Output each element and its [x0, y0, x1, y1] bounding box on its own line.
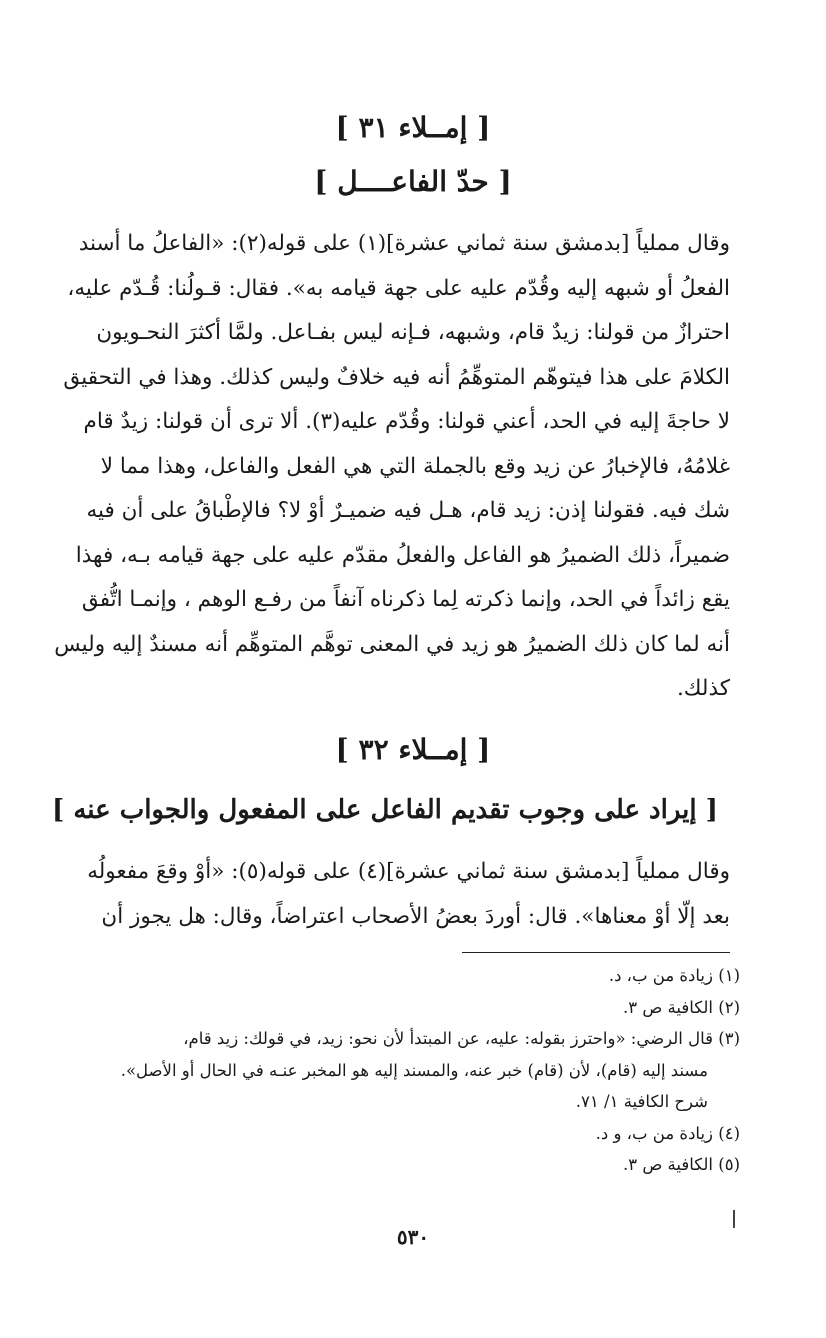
text-line: وقال مملياً [بدمشق سنة ثماني عشرة](١) على قوله(٢): «الفاعلُ ما أسند — [78, 231, 730, 256]
footnote: (٤) زيادة من ب، و د. — [595, 1123, 740, 1143]
text-line: الفعلُ أو شبهه إليه وقُدّم عليه على جهة قيامه به». فقال: قـولُنا: قُـدّم عليه، — [67, 275, 730, 301]
footnote: (١) زيادة من ب، د. — [608, 966, 740, 985]
footnote-separator — [462, 952, 730, 953]
footnotes — [40, 960, 740, 1181]
section-subtitle-32: [ إيراد على وجوب تقديم الفاعل على المفعول والجواب عنه ] — [52, 795, 718, 825]
text-line: الكلامَ على هذا فيتوهّم المتوهِّمُ أنه فيه خلافٌ وليس كذلك. وهذا في التحقيق — [63, 364, 730, 390]
section-title-31: [ إمــلاء ٣١ ] — [335, 111, 491, 144]
text-line: شك فيه. فقولنا إذن: زيد قام، هـل فيه ضميـرٌ أوْ لا؟ فالإطْباقُ على أن فيه — [86, 498, 730, 523]
page-number: ٥٣٠ — [396, 1225, 430, 1249]
section-subtitle-31: [ حدّ الفاعــــل ] — [314, 165, 512, 198]
footnote-continuation: مسند إليه (قام)، لأن (قام) خبر عنه، والمسند إليه هو المخبر عنـه في الحال أو الأصل». — [120, 1060, 708, 1080]
text-line: وقال مملياً [بدمشق سنة ثماني عشرة](٤) على قوله(٥): «أوْ وقعَ مفعولُه — [87, 859, 730, 884]
footnote-continuation: شرح الكافية ١/ ٧١. — [575, 1092, 708, 1111]
paragraph-31 — [40, 222, 730, 712]
text-line: أنه لما كان ذلك الضميرُ هو زيد في المعنى توهَّم المتوهِّم أنه مسندٌ إليه وليس — [54, 631, 730, 657]
text-line: لا حاجةَ إليه في الحد، أعني قولنا: وقُدّم عليه(٣). ألا ترى أن قولنا: زيدٌ قام — [83, 409, 730, 434]
paragraph-32 — [40, 850, 730, 939]
text-line: ضميراً، ذلك الضميرُ هو الفاعل والفعلُ مقدّم عليه على جهة قيامه بـه، فهذا — [75, 542, 730, 568]
footnote: (٢) الكافية ص ٣. — [622, 997, 740, 1017]
text-line: يقع زائداً في الحد، وإنما ذكرته لِما ذكرناه آنفاً من رفـع الوهم ، وإنمـا اتُّفق — [81, 587, 730, 612]
text-line: غلامُهُ، فالإخبارُ عن زيد وقع بالجملة التي هي الفعل والفاعل، وهذا مما لا — [100, 453, 730, 479]
section-title-32: [ إمــلاء ٣٢ ] — [335, 733, 491, 766]
footnote: (٣) قال الرضي: «واحترز بقوله: عليه، عن المبتدأ لأن نحو: زيد، في قولك: زيد قام، — [183, 1029, 740, 1048]
text-line: بعد إلّا أوْ معناها». قال: أوردَ بعضُ الأصحاب اعتراضاً، وقال: هل يجوز أن — [101, 903, 730, 929]
text-line: كذلك. — [676, 676, 730, 701]
footnote: (٥) الكافية ص ٣. — [622, 1155, 740, 1174]
text-line: احترازٌ من قولنا: زيدٌ قام، وشبهه، فـإنه ليس بفـاعل. ولمَّا أكثرَ النحـويون — [96, 320, 730, 345]
